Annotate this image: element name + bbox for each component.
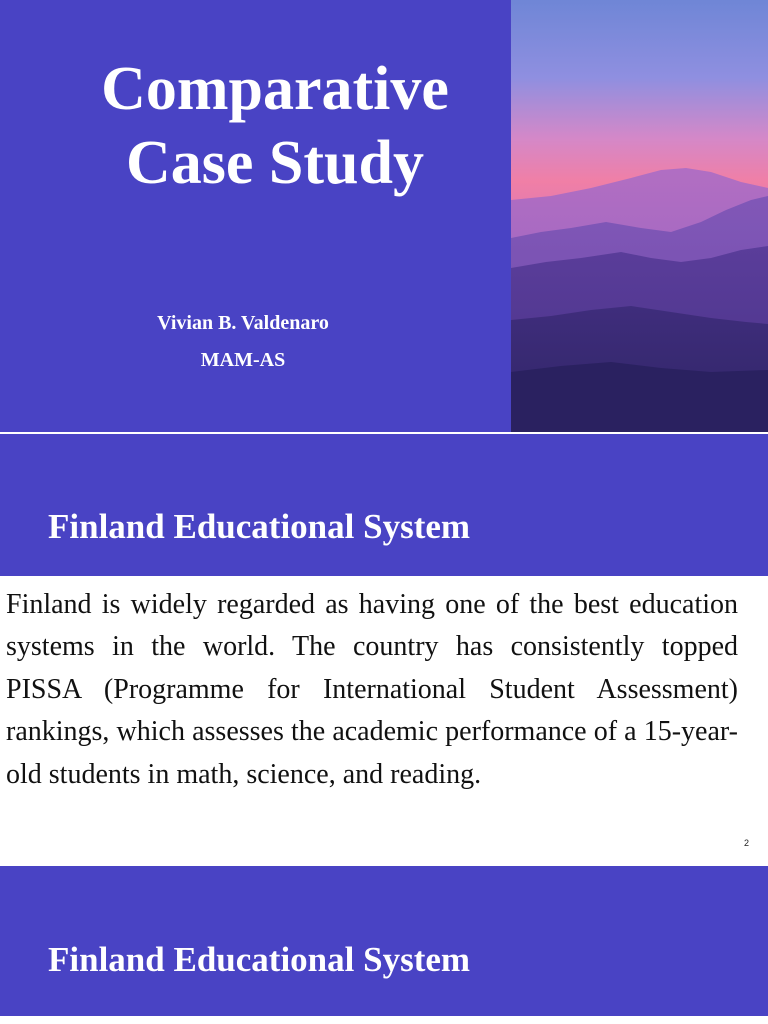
slide-2-body — [0, 576, 768, 866]
slide-3-body — [0, 1016, 768, 1024]
slide-3-header — [0, 866, 768, 1016]
slide-2-header — [0, 434, 768, 576]
slide-3-heading: Finland Educational System — [48, 940, 471, 979]
page-number: 2 — [744, 838, 750, 848]
title-line-1: Comparative — [101, 55, 449, 123]
mountain-sunset-image — [511, 0, 768, 432]
slide-title — [0, 52, 550, 200]
slide-2-paragraph: Finland is widely regarded as having one of the best education systems in the world. The country has consistently topped PISSA (Programme for International Student Assessment) rankings, which assesses the academic performance of a 15-year-old students in math, science, and reading. — [6, 589, 738, 790]
title-line-2: Case Study — [125, 129, 424, 197]
program-name: MAM-AS — [200, 349, 286, 371]
slide-2-heading: Finland Educational System — [48, 507, 471, 546]
title-slide — [0, 0, 768, 432]
author-name: Vivian B. Valdenaro — [157, 312, 329, 334]
